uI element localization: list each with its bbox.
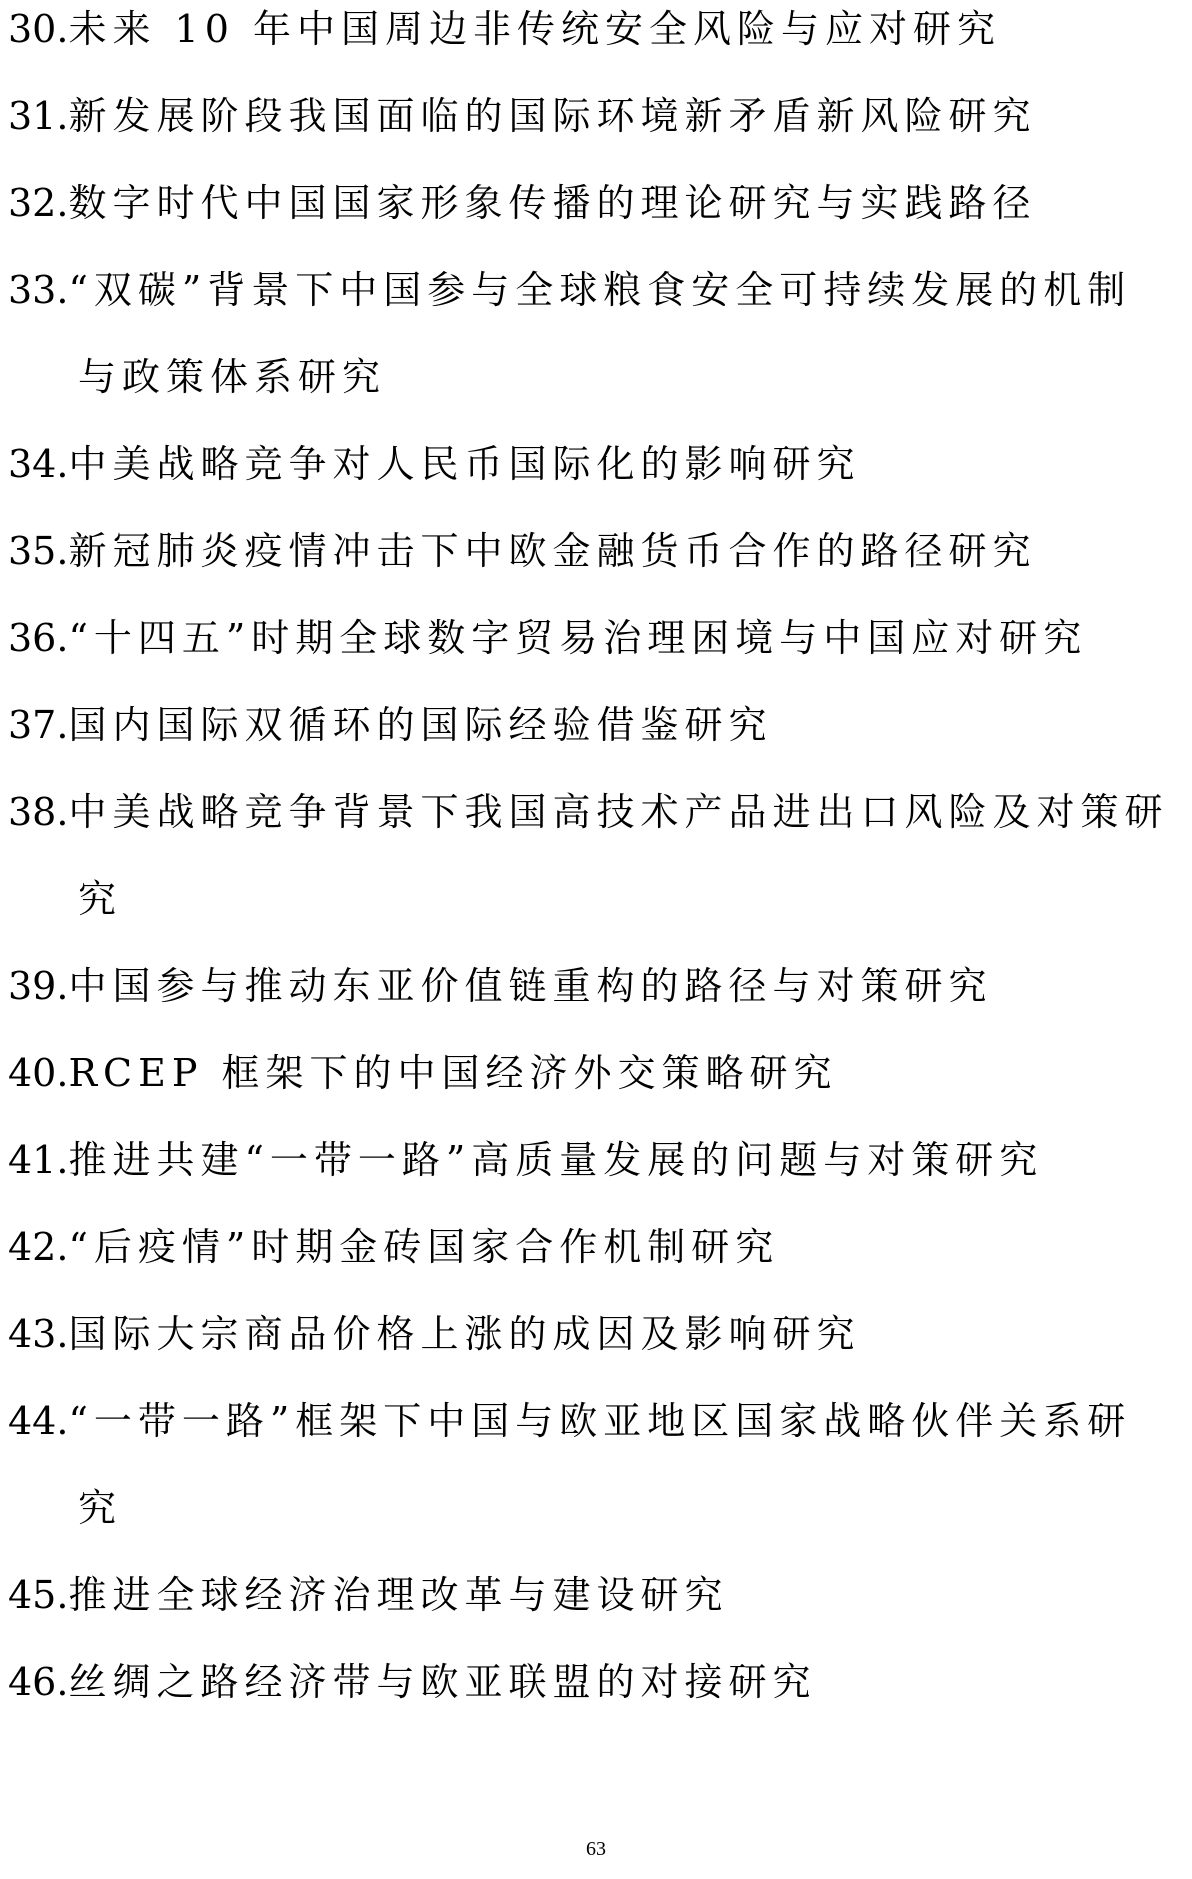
item-number: 45. xyxy=(8,1573,69,1617)
item-number: 38. xyxy=(8,790,69,834)
list-item xyxy=(8,957,1188,1044)
item-number: 36. xyxy=(8,616,69,660)
list-item xyxy=(8,1392,1188,1479)
item-text: 丝绸之路经济带与欧亚联盟的对接研究 xyxy=(68,1660,817,1704)
item-text: 中国参与推动东亚价值链重构的路径与对策研究 xyxy=(68,964,993,1008)
list-item-continuation: 与政策体系研究 xyxy=(78,355,387,399)
list-item xyxy=(8,1218,1188,1305)
list-item xyxy=(8,609,1188,696)
list-item xyxy=(8,87,1188,174)
item-text: 中美战略竞争背景下我国高技术产品进出口风险及对策研 xyxy=(68,790,1169,834)
item-number: 44. xyxy=(8,1399,69,1443)
item-text: “双碳”背景下中国参与全球粮食安全可持续发展的机制 xyxy=(68,268,1132,312)
list-item-continuation: 究 xyxy=(78,1486,123,1530)
item-text: 未来 10 年中国周边非传统安全风险与应对研究 xyxy=(68,7,1001,51)
item-number: 32. xyxy=(8,181,69,225)
item-text: “一带一路”框架下中国与欧亚地区国家战略伙伴关系研 xyxy=(68,1399,1132,1443)
list-item xyxy=(8,0,1188,87)
list-item xyxy=(8,1305,1188,1392)
item-text: 新发展阶段我国面临的国际环境新矛盾新风险研究 xyxy=(68,94,1037,138)
item-text: RCEP 框架下的中国经济外交策略研究 xyxy=(68,1051,838,1095)
item-number: 46. xyxy=(8,1660,69,1704)
item-text: 数字时代中国国家形象传播的理论研究与实践路径 xyxy=(68,181,1037,225)
list-item xyxy=(8,261,1188,348)
item-number: 37. xyxy=(8,703,69,747)
list-item xyxy=(8,1044,1188,1131)
item-number: 30. xyxy=(8,7,69,51)
list-item xyxy=(8,174,1188,261)
item-text: 国内国际双循环的国际经验借鉴研究 xyxy=(68,703,773,747)
item-number: 33. xyxy=(8,268,69,312)
item-number: 35. xyxy=(8,529,69,573)
item-number: 31. xyxy=(8,94,69,138)
item-text: 中美战略竞争对人民币国际化的影响研究 xyxy=(68,442,861,486)
item-number: 39. xyxy=(8,964,69,1008)
item-number: 41. xyxy=(8,1138,69,1182)
item-text: “后疫情”时期金砖国家合作机制研究 xyxy=(68,1225,780,1269)
item-number: 42. xyxy=(8,1225,69,1269)
item-text: 国际大宗商品价格上涨的成因及影响研究 xyxy=(68,1312,861,1356)
item-number: 34. xyxy=(8,442,69,486)
list-item-continuation: 究 xyxy=(78,877,123,921)
list-item xyxy=(8,1566,1188,1653)
topic-list xyxy=(8,0,1188,1740)
item-number: 40. xyxy=(8,1051,69,1095)
item-text: 推进全球经济治理改革与建设研究 xyxy=(68,1573,729,1617)
item-text: 推进共建“一带一路”高质量发展的问题与对策研究 xyxy=(68,1138,1044,1182)
list-item xyxy=(8,435,1188,522)
list-item xyxy=(8,1653,1188,1740)
item-number: 43. xyxy=(8,1312,69,1356)
list-item xyxy=(8,1131,1188,1218)
list-item xyxy=(8,696,1188,783)
list-item xyxy=(8,783,1188,870)
list-item xyxy=(8,522,1188,609)
page-number: 63 xyxy=(586,1838,606,1860)
item-text: “十四五”时期全球数字贸易治理困境与中国应对研究 xyxy=(68,616,1088,660)
item-text: 新冠肺炎疫情冲击下中欧金融货币合作的路径研究 xyxy=(68,529,1037,573)
